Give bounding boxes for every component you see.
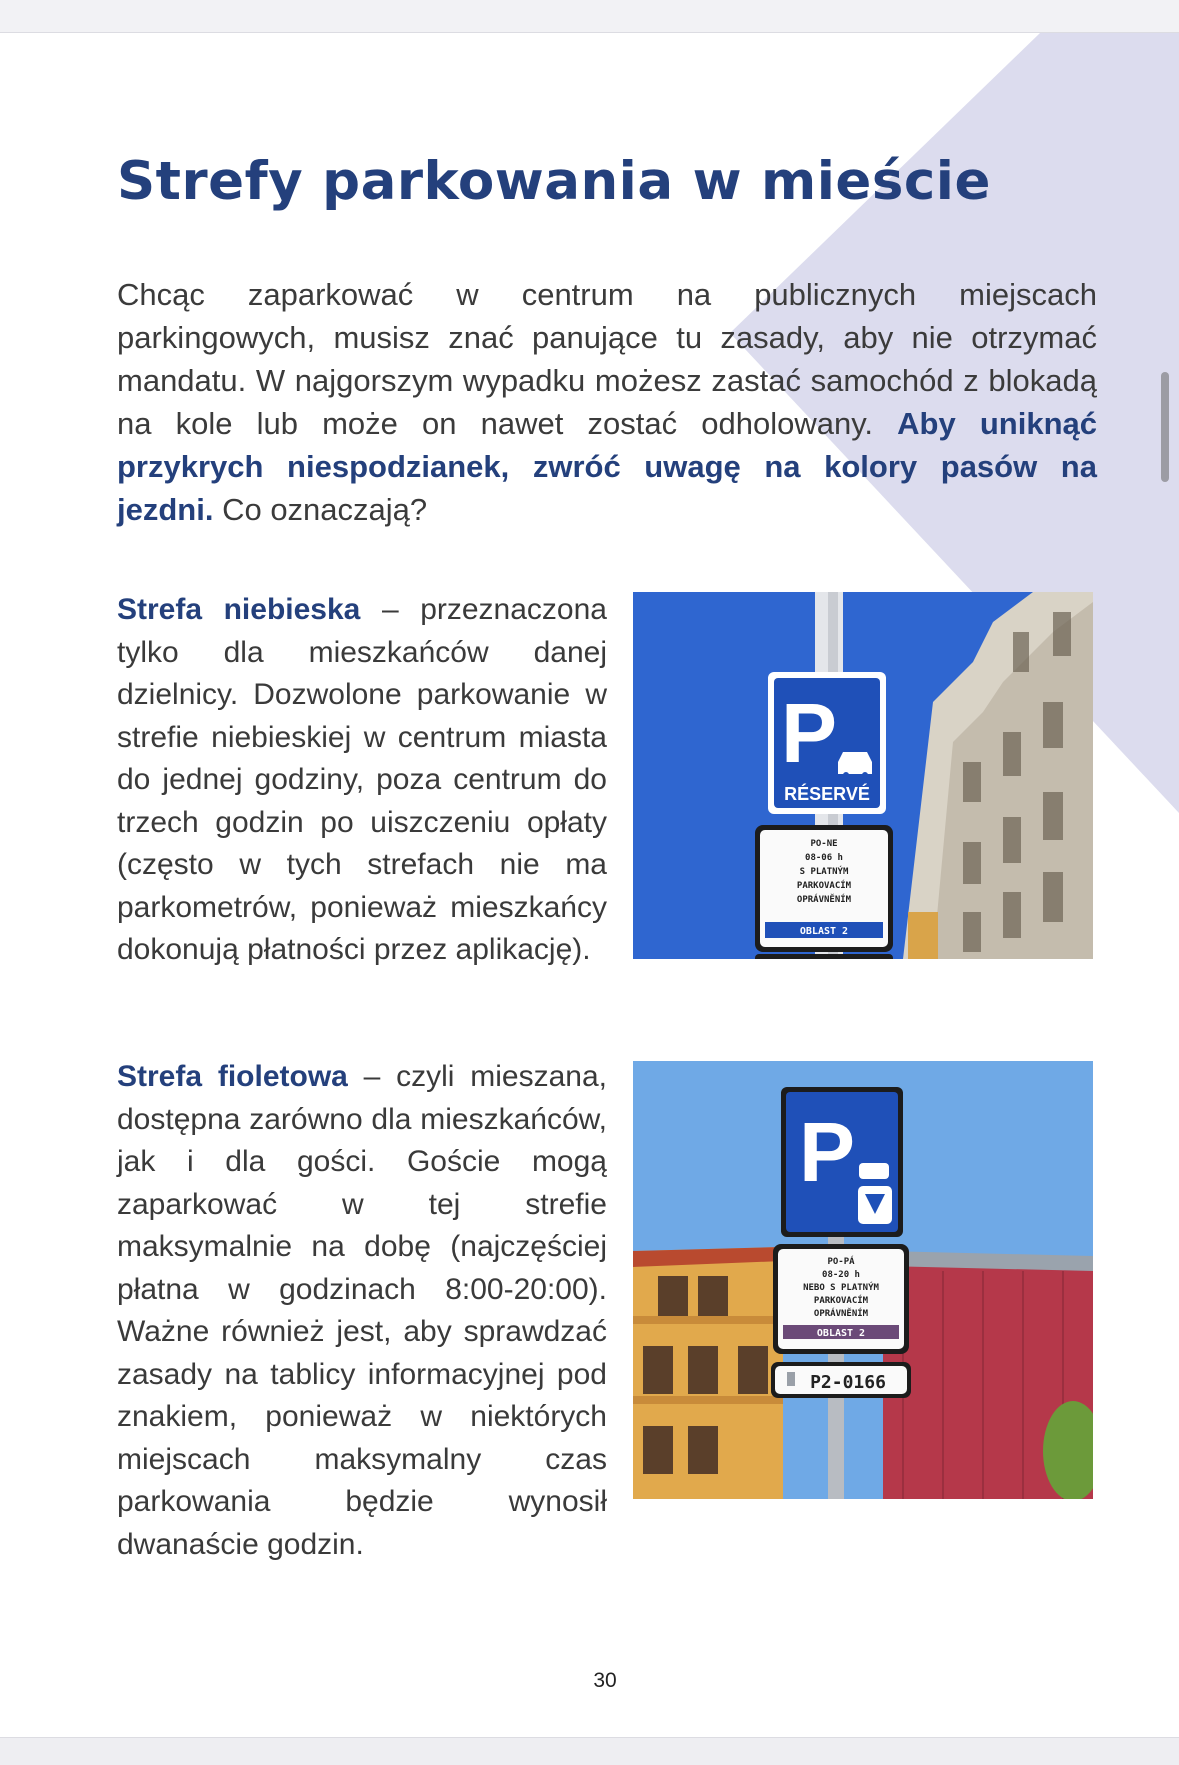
blue-sign-line-3: S PLATNÝM bbox=[799, 867, 849, 877]
violet-zone-photo bbox=[633, 1061, 1093, 1499]
blue-zone-paragraph bbox=[117, 589, 607, 972]
blue-zone-photo bbox=[633, 592, 1093, 959]
violet-zone-name: Strefa fioletowa bbox=[117, 1060, 348, 1093]
intro-ending: Co oznaczają? bbox=[222, 492, 428, 527]
blue-sign-line-5: OPRÁVNĚNÍM bbox=[796, 895, 852, 905]
intro-paragraph bbox=[117, 273, 1097, 531]
document-page bbox=[0, 33, 1179, 1737]
svg-text:P: P bbox=[780, 686, 838, 780]
violet-sign-line-3: NEBO S PLATNÝM bbox=[803, 1283, 879, 1293]
violet-sign-line-2: 08-20 h bbox=[822, 1270, 860, 1280]
blue-sign-area: OBLAST 2 bbox=[799, 926, 849, 937]
intro-highlight: Aby uniknąć przykrych niespodzianek, zwróć uwagę na kolory pasów na jezdni. bbox=[117, 406, 1097, 527]
violet-sign-area: OBLAST 2 bbox=[816, 1328, 866, 1339]
intro-text: Chcąc zaparkować w centrum na publicznych miejscach parkingowych, musisz znać panujące tu zasady, aby nie otrzymać mandatu. W najgorszym wypadku możesz zastać samochód z blokadą na kole lub może on nawet zostać odholowany. bbox=[117, 277, 1097, 441]
violet-sign-line-1: PO-PÁ bbox=[827, 1257, 855, 1267]
violet-sign-plate: P2-0166 bbox=[810, 1372, 886, 1393]
blue-sign-line-2: 08-06 h bbox=[805, 853, 843, 863]
viewer-bottom-bar bbox=[0, 1737, 1179, 1765]
blue-sign-line-1: PO-NE bbox=[810, 839, 838, 849]
reserve-sign-label: RÉSERVÉ bbox=[784, 784, 870, 804]
violet-sign-line-5: OPRÁVNĚNÍM bbox=[813, 1309, 869, 1319]
violet-zone-paragraph bbox=[117, 1056, 607, 1566]
vertical-scrollbar[interactable] bbox=[1161, 372, 1169, 482]
page-number: 30 bbox=[593, 1669, 617, 1692]
blue-zone-description: – przeznaczona tylko dla mieszkańców danej dzielnicy. Dozwolone parkowanie w strefie niebieskiej w centrum miasta do jednej godziny, poza centrum do trzech godzin po uiszczeniu opłaty (często w tych strefach nie ma parkometrów, ponieważ mieszkańcy dokonują płatności przez aplikację). bbox=[117, 593, 607, 966]
blue-sign-line-4: PARKOVACÍM bbox=[796, 881, 852, 891]
page-title: Strefy parkowania w mieście bbox=[117, 151, 991, 212]
violet-zone-description: – czyli mieszana, dostępna zarówno dla mieszkańców, jak i dla gości. Goście mogą zaparkować w tej strefie maksymalnie na dobę (najczęściej płatna w godzinach 8:00-20:00). Ważne również jest, aby sprawdzać zasady na tablicy informacyjnej pod znakiem, ponieważ w niektórych miejscach maksymalny czas parkowania będzie wynosił dwanaście godzin. bbox=[117, 1060, 607, 1561]
viewer-top-bar bbox=[0, 0, 1179, 33]
blue-zone-name: Strefa niebieska bbox=[117, 593, 361, 626]
violet-sign-line-4: PARKOVACÍM bbox=[813, 1296, 869, 1306]
svg-text:P: P bbox=[798, 1105, 856, 1199]
